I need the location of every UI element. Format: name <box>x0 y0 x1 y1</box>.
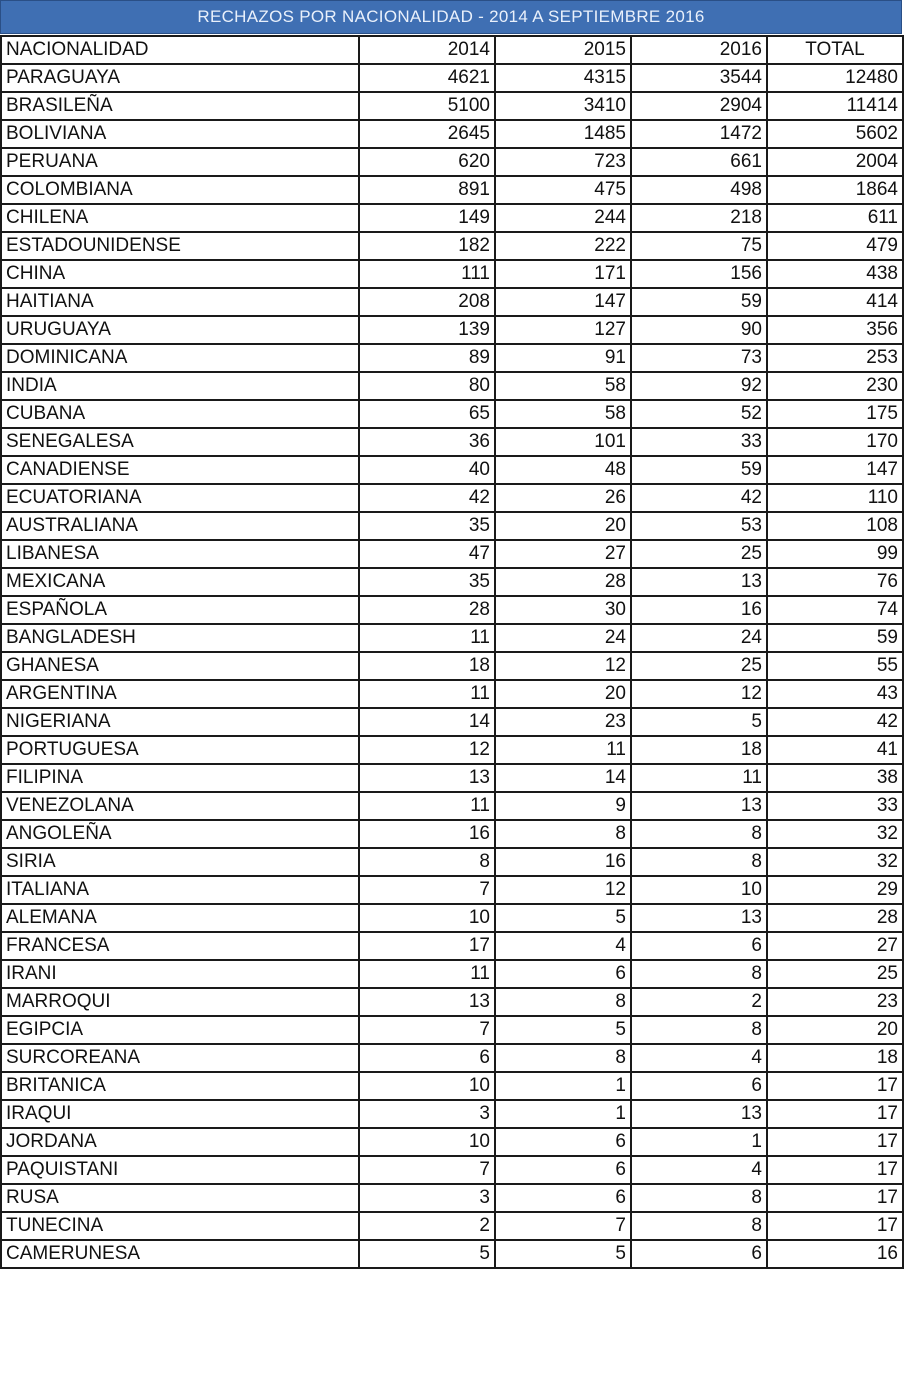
cell-2016: 52 <box>631 400 767 428</box>
table-row <box>1 680 903 708</box>
table-row <box>1 232 903 260</box>
table-row <box>1 1240 903 1268</box>
cell-total: 74 <box>767 596 903 624</box>
cell-nacionalidad: HAITIANA <box>1 288 359 316</box>
cell-total: 17 <box>767 1156 903 1184</box>
cell-total: 479 <box>767 232 903 260</box>
cell-total: 1864 <box>767 176 903 204</box>
cell-2015: 4 <box>495 932 631 960</box>
cell-nacionalidad: BRITANICA <box>1 1072 359 1100</box>
table-row <box>1 176 903 204</box>
cell-total: 41 <box>767 736 903 764</box>
cell-2016: 13 <box>631 792 767 820</box>
cell-2014: 7 <box>359 1156 495 1184</box>
cell-2016: 6 <box>631 1072 767 1100</box>
cell-nacionalidad: ALEMANA <box>1 904 359 932</box>
cell-2015: 1 <box>495 1072 631 1100</box>
cell-2015: 28 <box>495 568 631 596</box>
cell-total: 17 <box>767 1212 903 1240</box>
cell-2015: 8 <box>495 820 631 848</box>
cell-total: 11414 <box>767 92 903 120</box>
cell-2014: 6 <box>359 1044 495 1072</box>
cell-2014: 182 <box>359 232 495 260</box>
cell-2014: 17 <box>359 932 495 960</box>
cell-total: 170 <box>767 428 903 456</box>
cell-nacionalidad: ESPAÑOLA <box>1 596 359 624</box>
cell-2016: 661 <box>631 148 767 176</box>
cell-2015: 723 <box>495 148 631 176</box>
cell-2015: 222 <box>495 232 631 260</box>
table-row <box>1 624 903 652</box>
cell-nacionalidad: DOMINICANA <box>1 344 359 372</box>
cell-2015: 26 <box>495 484 631 512</box>
cell-2015: 20 <box>495 512 631 540</box>
cell-2014: 10 <box>359 1072 495 1100</box>
cell-2014: 65 <box>359 400 495 428</box>
table-row <box>1 484 903 512</box>
cell-2016: 8 <box>631 960 767 988</box>
cell-2014: 7 <box>359 876 495 904</box>
cell-2016: 498 <box>631 176 767 204</box>
cell-total: 27 <box>767 932 903 960</box>
cell-2016: 2 <box>631 988 767 1016</box>
cell-2015: 6 <box>495 1128 631 1156</box>
cell-2014: 16 <box>359 820 495 848</box>
cell-2016: 8 <box>631 1184 767 1212</box>
cell-total: 253 <box>767 344 903 372</box>
cell-2014: 89 <box>359 344 495 372</box>
cell-2016: 18 <box>631 736 767 764</box>
cell-2015: 3410 <box>495 92 631 120</box>
table-row <box>1 792 903 820</box>
cell-2014: 18 <box>359 652 495 680</box>
cell-nacionalidad: IRANI <box>1 960 359 988</box>
cell-2014: 13 <box>359 988 495 1016</box>
cell-total: 17 <box>767 1100 903 1128</box>
cell-total: 16 <box>767 1240 903 1268</box>
table-row <box>1 876 903 904</box>
cell-total: 18 <box>767 1044 903 1072</box>
cell-total: 5602 <box>767 120 903 148</box>
cell-2016: 11 <box>631 764 767 792</box>
cell-2016: 92 <box>631 372 767 400</box>
cell-nacionalidad: RUSA <box>1 1184 359 1212</box>
cell-2016: 4 <box>631 1044 767 1072</box>
cell-nacionalidad: ESTADOUNIDENSE <box>1 232 359 260</box>
cell-2014: 5100 <box>359 92 495 120</box>
cell-2014: 47 <box>359 540 495 568</box>
cell-2016: 59 <box>631 288 767 316</box>
cell-total: 23 <box>767 988 903 1016</box>
cell-2016: 24 <box>631 624 767 652</box>
cell-total: 33 <box>767 792 903 820</box>
cell-total: 43 <box>767 680 903 708</box>
cell-2015: 7 <box>495 1212 631 1240</box>
cell-total: 611 <box>767 204 903 232</box>
cell-nacionalidad: AUSTRALIANA <box>1 512 359 540</box>
cell-2015: 48 <box>495 456 631 484</box>
cell-2016: 42 <box>631 484 767 512</box>
table-row <box>1 596 903 624</box>
cell-nacionalidad: SURCOREANA <box>1 1044 359 1072</box>
cell-2016: 33 <box>631 428 767 456</box>
cell-2016: 53 <box>631 512 767 540</box>
cell-total: 356 <box>767 316 903 344</box>
header-2015: 2015 <box>495 36 631 64</box>
table-row <box>1 988 903 1016</box>
cell-total: 32 <box>767 820 903 848</box>
table-row <box>1 148 903 176</box>
cell-2015: 27 <box>495 540 631 568</box>
cell-total: 25 <box>767 960 903 988</box>
cell-2016: 13 <box>631 568 767 596</box>
cell-2016: 13 <box>631 904 767 932</box>
cell-2014: 5 <box>359 1240 495 1268</box>
cell-2015: 14 <box>495 764 631 792</box>
cell-2014: 3 <box>359 1100 495 1128</box>
cell-2016: 25 <box>631 540 767 568</box>
cell-2014: 2645 <box>359 120 495 148</box>
cell-total: 147 <box>767 456 903 484</box>
cell-2015: 58 <box>495 372 631 400</box>
table-row <box>1 1072 903 1100</box>
cell-nacionalidad: TUNECINA <box>1 1212 359 1240</box>
cell-nacionalidad: MEXICANA <box>1 568 359 596</box>
cell-2016: 10 <box>631 876 767 904</box>
cell-2015: 171 <box>495 260 631 288</box>
cell-2016: 16 <box>631 596 767 624</box>
cell-2014: 35 <box>359 512 495 540</box>
cell-2014: 40 <box>359 456 495 484</box>
cell-nacionalidad: ITALIANA <box>1 876 359 904</box>
cell-2016: 8 <box>631 1212 767 1240</box>
cell-2014: 139 <box>359 316 495 344</box>
table-row <box>1 568 903 596</box>
cell-2014: 11 <box>359 792 495 820</box>
table-row <box>1 260 903 288</box>
cell-total: 17 <box>767 1072 903 1100</box>
cell-2016: 75 <box>631 232 767 260</box>
cell-total: 17 <box>767 1184 903 1212</box>
cell-2014: 7 <box>359 1016 495 1044</box>
table-row <box>1 1016 903 1044</box>
cell-2016: 25 <box>631 652 767 680</box>
cell-2014: 111 <box>359 260 495 288</box>
table-row <box>1 120 903 148</box>
cell-2016: 73 <box>631 344 767 372</box>
cell-nacionalidad: IRAQUI <box>1 1100 359 1128</box>
table-row <box>1 1212 903 1240</box>
cell-nacionalidad: FRANCESA <box>1 932 359 960</box>
table-row <box>1 92 903 120</box>
cell-2016: 4 <box>631 1156 767 1184</box>
table-body <box>1 36 903 1268</box>
cell-2014: 10 <box>359 904 495 932</box>
cell-nacionalidad: COLOMBIANA <box>1 176 359 204</box>
cell-2014: 11 <box>359 960 495 988</box>
cell-2015: 8 <box>495 988 631 1016</box>
header-2016: 2016 <box>631 36 767 64</box>
cell-nacionalidad: PORTUGUESA <box>1 736 359 764</box>
cell-2014: 3 <box>359 1184 495 1212</box>
cell-total: 108 <box>767 512 903 540</box>
table-row <box>1 316 903 344</box>
cell-nacionalidad: ECUATORIANA <box>1 484 359 512</box>
cell-2016: 8 <box>631 820 767 848</box>
cell-2016: 8 <box>631 1016 767 1044</box>
table-row <box>1 344 903 372</box>
cell-total: 438 <box>767 260 903 288</box>
cell-nacionalidad: MARROQUI <box>1 988 359 1016</box>
cell-2016: 59 <box>631 456 767 484</box>
cell-2015: 6 <box>495 1184 631 1212</box>
cell-total: 414 <box>767 288 903 316</box>
cell-2014: 208 <box>359 288 495 316</box>
cell-2015: 1 <box>495 1100 631 1128</box>
cell-2015: 244 <box>495 204 631 232</box>
header-nacionalidad: NACIONALIDAD <box>1 36 359 64</box>
cell-nacionalidad: ARGENTINA <box>1 680 359 708</box>
cell-2015: 147 <box>495 288 631 316</box>
cell-2014: 891 <box>359 176 495 204</box>
cell-nacionalidad: EGIPCIA <box>1 1016 359 1044</box>
cell-2015: 16 <box>495 848 631 876</box>
cell-2015: 5 <box>495 904 631 932</box>
cell-2015: 20 <box>495 680 631 708</box>
cell-2015: 91 <box>495 344 631 372</box>
cell-2014: 42 <box>359 484 495 512</box>
cell-2014: 149 <box>359 204 495 232</box>
cell-2015: 127 <box>495 316 631 344</box>
cell-total: 76 <box>767 568 903 596</box>
cell-2014: 620 <box>359 148 495 176</box>
header-total: TOTAL <box>767 36 903 64</box>
table-header-row <box>1 36 903 64</box>
cell-2015: 23 <box>495 708 631 736</box>
table-title: RECHAZOS POR NACIONALIDAD - 2014 A SEPTIEMBRE 2016 <box>0 0 902 34</box>
cell-2016: 90 <box>631 316 767 344</box>
table-row <box>1 960 903 988</box>
cell-total: 110 <box>767 484 903 512</box>
cell-nacionalidad: NIGERIANA <box>1 708 359 736</box>
cell-total: 32 <box>767 848 903 876</box>
cell-nacionalidad: ANGOLEÑA <box>1 820 359 848</box>
cell-nacionalidad: PARAGUAYA <box>1 64 359 92</box>
cell-2015: 11 <box>495 736 631 764</box>
table-row <box>1 400 903 428</box>
cell-nacionalidad: CUBANA <box>1 400 359 428</box>
cell-2014: 80 <box>359 372 495 400</box>
cell-2015: 101 <box>495 428 631 456</box>
cell-2015: 8 <box>495 1044 631 1072</box>
table-row <box>1 456 903 484</box>
cell-total: 28 <box>767 904 903 932</box>
cell-2016: 13 <box>631 1100 767 1128</box>
cell-2014: 13 <box>359 764 495 792</box>
table-row <box>1 1100 903 1128</box>
table-row <box>1 540 903 568</box>
cell-total: 230 <box>767 372 903 400</box>
cell-2016: 1472 <box>631 120 767 148</box>
cell-nacionalidad: INDIA <box>1 372 359 400</box>
cell-nacionalidad: PAQUISTANI <box>1 1156 359 1184</box>
cell-2015: 4315 <box>495 64 631 92</box>
cell-total: 38 <box>767 764 903 792</box>
cell-total: 42 <box>767 708 903 736</box>
cell-2016: 12 <box>631 680 767 708</box>
cell-nacionalidad: BANGLADESH <box>1 624 359 652</box>
cell-nacionalidad: BRASILEÑA <box>1 92 359 120</box>
cell-2014: 10 <box>359 1128 495 1156</box>
cell-2015: 6 <box>495 1156 631 1184</box>
cell-2016: 156 <box>631 260 767 288</box>
cell-nacionalidad: PERUANA <box>1 148 359 176</box>
cell-2016: 5 <box>631 708 767 736</box>
cell-2016: 6 <box>631 932 767 960</box>
cell-2014: 35 <box>359 568 495 596</box>
table-row <box>1 372 903 400</box>
cell-nacionalidad: SIRIA <box>1 848 359 876</box>
cell-2014: 4621 <box>359 64 495 92</box>
cell-nacionalidad: CANADIENSE <box>1 456 359 484</box>
cell-nacionalidad: CAMERUNESA <box>1 1240 359 1268</box>
cell-nacionalidad: CHINA <box>1 260 359 288</box>
table-row <box>1 904 903 932</box>
cell-total: 55 <box>767 652 903 680</box>
table-row <box>1 708 903 736</box>
cell-total: 17 <box>767 1128 903 1156</box>
cell-2015: 1485 <box>495 120 631 148</box>
cell-2015: 12 <box>495 652 631 680</box>
cell-total: 2004 <box>767 148 903 176</box>
cell-2014: 28 <box>359 596 495 624</box>
table-row <box>1 512 903 540</box>
cell-nacionalidad: BOLIVIANA <box>1 120 359 148</box>
cell-2015: 6 <box>495 960 631 988</box>
cell-nacionalidad: JORDANA <box>1 1128 359 1156</box>
cell-2014: 12 <box>359 736 495 764</box>
cell-2014: 36 <box>359 428 495 456</box>
cell-2016: 218 <box>631 204 767 232</box>
cell-2015: 475 <box>495 176 631 204</box>
cell-2016: 8 <box>631 848 767 876</box>
table-row <box>1 428 903 456</box>
cell-2016: 1 <box>631 1128 767 1156</box>
table-row <box>1 848 903 876</box>
table-row <box>1 764 903 792</box>
table-row <box>1 1128 903 1156</box>
cell-2015: 58 <box>495 400 631 428</box>
table-row <box>1 652 903 680</box>
cell-2015: 9 <box>495 792 631 820</box>
cell-total: 20 <box>767 1016 903 1044</box>
cell-nacionalidad: LIBANESA <box>1 540 359 568</box>
cell-2014: 11 <box>359 624 495 652</box>
cell-2015: 5 <box>495 1016 631 1044</box>
table-row <box>1 64 903 92</box>
cell-2015: 30 <box>495 596 631 624</box>
table-row <box>1 932 903 960</box>
cell-2015: 24 <box>495 624 631 652</box>
cell-total: 29 <box>767 876 903 904</box>
cell-2014: 8 <box>359 848 495 876</box>
cell-2016: 6 <box>631 1240 767 1268</box>
cell-total: 99 <box>767 540 903 568</box>
cell-2014: 11 <box>359 680 495 708</box>
cell-2015: 5 <box>495 1240 631 1268</box>
cell-nacionalidad: FILIPINA <box>1 764 359 792</box>
cell-2015: 12 <box>495 876 631 904</box>
cell-nacionalidad: GHANESA <box>1 652 359 680</box>
nationality-rejections-table <box>0 35 904 1269</box>
cell-total: 59 <box>767 624 903 652</box>
table-row <box>1 1156 903 1184</box>
cell-total: 175 <box>767 400 903 428</box>
table-row <box>1 288 903 316</box>
cell-2016: 2904 <box>631 92 767 120</box>
cell-2014: 14 <box>359 708 495 736</box>
cell-nacionalidad: URUGUAYA <box>1 316 359 344</box>
cell-2016: 3544 <box>631 64 767 92</box>
cell-total: 12480 <box>767 64 903 92</box>
table-row <box>1 204 903 232</box>
cell-nacionalidad: SENEGALESA <box>1 428 359 456</box>
table-row <box>1 736 903 764</box>
table-row <box>1 820 903 848</box>
table-row <box>1 1044 903 1072</box>
cell-nacionalidad: VENEZOLANA <box>1 792 359 820</box>
header-2014: 2014 <box>359 36 495 64</box>
cell-nacionalidad: CHILENA <box>1 204 359 232</box>
table-row <box>1 1184 903 1212</box>
cell-2014: 2 <box>359 1212 495 1240</box>
